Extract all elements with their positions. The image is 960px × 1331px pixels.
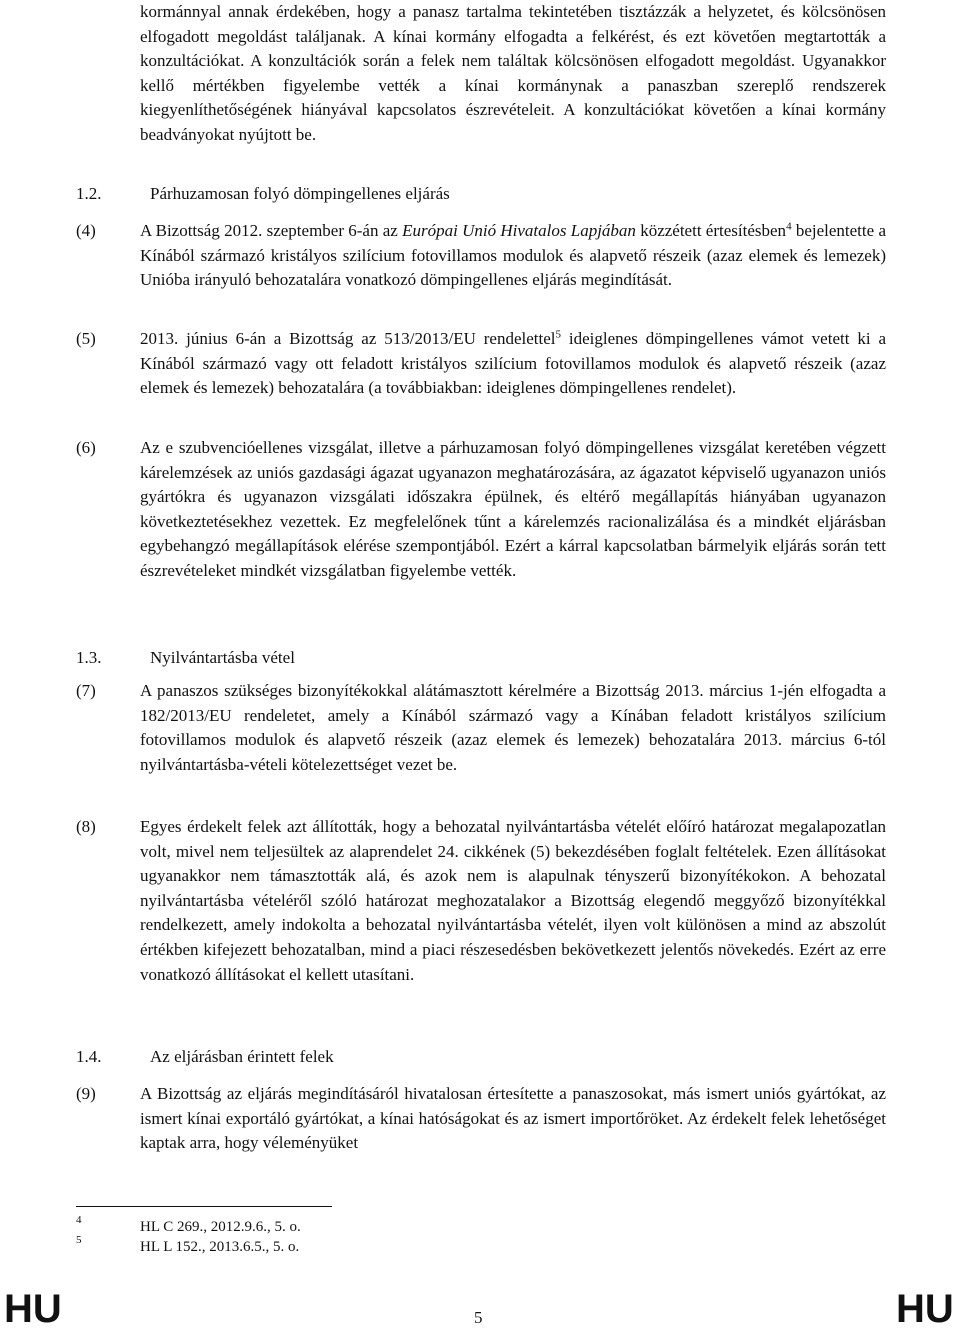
paragraph-number: (9)	[76, 1084, 96, 1103]
text-run: bejelentette a Kínából származó kristályos szilícium fotovillamos modulok és alapvető részeik (azaz elemek és lemezek) Unióba irányuló behozatalára vonatkozó dömpingellenes eljárás megindítását.	[140, 221, 886, 290]
section-title: Nyilvántartásba vétel	[150, 648, 295, 667]
paragraph-number: (8)	[76, 817, 96, 836]
language-code-right: HU	[896, 1287, 954, 1331]
paragraph-number: (5)	[76, 329, 96, 348]
paragraph-7: A panaszos szükséges bizonyítékokkal alátámasztott kérelmére a Bizottság 2013. március 1-jén elfogadta a 182/2013/EU rendeletet, amely a Kínából származó vagy a Kínában feladott kristályos szilícium fotovillamos modulok és alapvető részeik (azaz elemek és lemezek) behozatalára 2013. március 6-tól nyilvántartásba-vételi kötelezettséget vezet be.	[140, 681, 886, 774]
footnote-number: 5	[76, 1234, 82, 1246]
section-number: 1.4.	[76, 1047, 102, 1066]
paragraph-8: Egyes érdekelt felek azt állították, hogy a behozatal nyilvántartásba vételét előíró határozat megalapozatlan volt, mivel nem teljesültek az alaprendelet 24. cikkének (5) bekezdésében foglalt feltételek. Ezen állításokat ugyanakkor nem támasztották alá, és azok nem is alapulnak tényszerű bizonyítékokon. A behozatal nyilvántartásba vételéről szóló határozat meghozatalakor a Bizottság elegendő meggyőző bizonyítékkal rendelkezett, amely indokolta a behozatal nyilvántartásba vételét, ilyen volt különösen a mind az abszolút értékben kifejezett behozatalban, mind a piaci részesedésben bekövetkezett jelentős növekedés. Ezért az erre vonatkozó állításokat el kellett utasítani.	[140, 817, 886, 984]
text-run: ideiglenes dömpingellenes vámot vetett ki a Kínából származó vagy ott feladott kristályos szilícium fotovillamos modulok és alapvető részeik (azaz elemek és lemezek) behozatalára (a továbbiakban: ideiglenes dömpingellenes rendelet).	[140, 329, 886, 398]
footnote-number: 4	[76, 1214, 82, 1226]
footnote-text: HL L 152., 2013.6.5., 5. o.	[140, 1239, 300, 1255]
page-number: 5	[474, 1308, 483, 1327]
paragraph-number: (6)	[76, 438, 96, 457]
section-title: Párhuzamosan folyó dömpingellenes eljárás	[150, 184, 450, 203]
language-code-left: HU	[4, 1287, 62, 1331]
intro-paragraph: kormánnyal annak érdekében, hogy a panasz tartalma tekintetében tisztázzák a helyzetet, és kölcsönösen elfogadott megoldást találjanak. A kínai kormány elfogadta a felkérést, és ezt követően megtartották a konzultációkat. A konzultációk során a felek nem találtak kölcsönösen elfogadott megoldást. Ugyanakkor kellő mértékben figyelembe vették a kínai kormánynak a panaszban szereplő rendszerek kiegyenlíthetőségének hiányával kapcsolatos észrevételeit. A konzultációkat követően a kínai kormány beadványokat nyújtott be.	[140, 2, 886, 144]
footnote-text: HL C 269., 2012.9.6., 5. o.	[140, 1219, 301, 1235]
paragraph-9: A Bizottság az eljárás megindításáról hivatalosan értesítette a panaszosokat, más ismert uniós gyártókat, az ismert kínai exportáló gyártókat, a kínai hatóságokat és az ismert importőröket. Az érdekelt felek lehetőséget kaptak arra, hogy véleményüket	[140, 1084, 886, 1153]
paragraph-number: (7)	[76, 681, 96, 700]
text-run: 2013. június 6-án a Bizottság az 513/2013/EU rendelettel	[140, 329, 556, 348]
paragraph-4	[140, 219, 886, 293]
text-run: A Bizottság 2012. szeptember 6-án az	[140, 221, 403, 240]
text-run: közzétett értesítésben	[635, 221, 787, 240]
section-title: Az eljárásban érintett felek	[150, 1047, 334, 1066]
footnote-ref: 4	[786, 220, 792, 233]
paragraph-6: Az e szubvencióellenes vizsgálat, illetve a párhuzamosan folyó dömpingellenes vizsgálat keretében végzett kárelemzések az uniós gazdasági ágazat ugyanazon meghatározására, az ágazatot képviselő ugyanazon uniós gyártókra és ugyanazon vizsgálati időszakra épülnek, és eltérő megállapítás hiányában ugyanazon következtetésekhez vezettek. Ez megfelelőnek tűnt a kárelemzés racionalizálása és a mindkét eljárásban egybehangzó megállapítások elérése szempontjából. Ezért a kárral kapcsolatban bármelyik eljárás során tett észrevételeket mindkét vizsgálatban figyelembe vették.	[140, 438, 886, 580]
footnote-ref: 5	[555, 328, 562, 341]
section-number: 1.3.	[76, 648, 102, 667]
footnote-separator	[76, 1206, 332, 1207]
paragraph-number: (4)	[76, 221, 96, 240]
paragraph-5	[140, 327, 886, 401]
section-number: 1.2.	[76, 184, 102, 203]
journal-name: Európai Unió Hivatalos Lapjában	[402, 221, 636, 240]
